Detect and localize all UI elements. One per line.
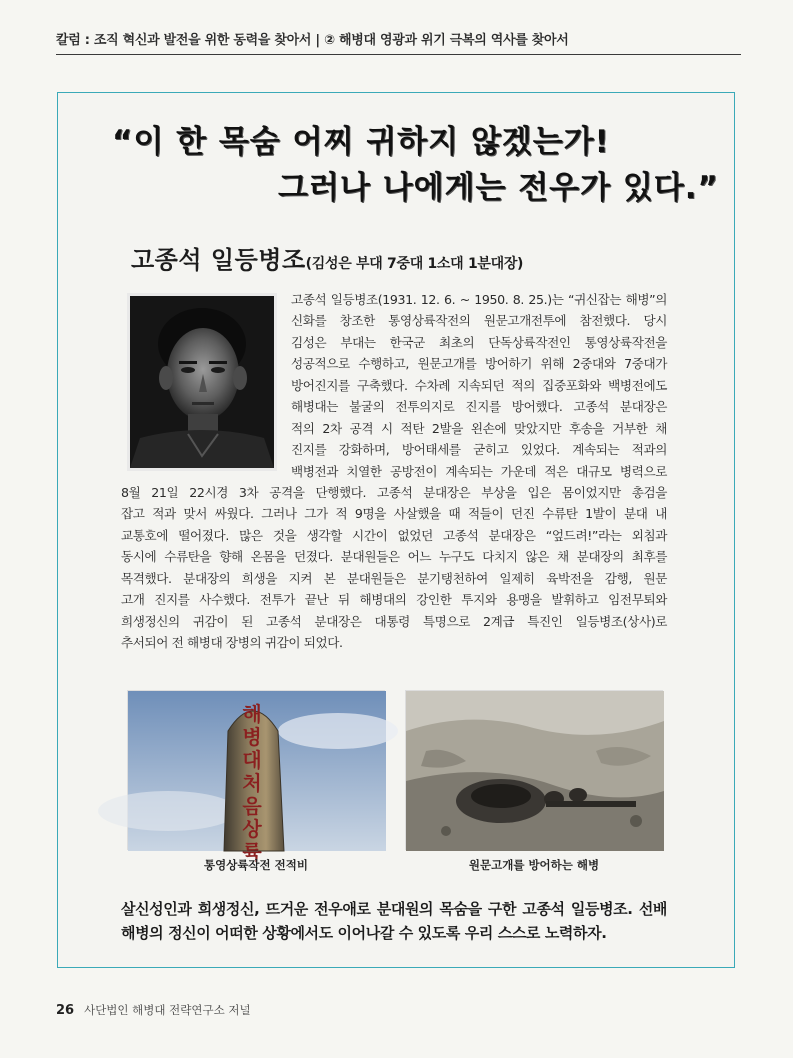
article-line: 추서되어 전 해병대 장병의 귀감이 되었다. bbox=[121, 635, 343, 651]
battle-photo bbox=[405, 690, 663, 850]
photo-caption-left: 통영상륙작전 전적비 bbox=[204, 858, 308, 872]
subject-heading bbox=[131, 240, 523, 275]
closing-statement bbox=[121, 897, 667, 945]
article-line: 성공적으로 수행하고, 원문고개를 방어하기 위해 2중대와 7중대가 bbox=[291, 356, 667, 372]
header-divider bbox=[56, 54, 741, 55]
article-line: 적의 2차 공격 시 적탄 2발을 왼손에 맞았지만 후송을 거부한 채 bbox=[291, 420, 667, 436]
subject-name: 고종석 일등병조 bbox=[131, 246, 306, 274]
monument-inscription: 해병대 처음 상륙 bbox=[242, 702, 262, 864]
article-line: 동시에 수류탄을 향해 온몸을 던졌다. 분대원들은 어느 누구도 다치지 않은 채 분대장의 최후를 bbox=[121, 549, 667, 565]
publication-name: 사단법인 해병대 전략연구소 저널 bbox=[84, 1003, 251, 1017]
article-line: 희생정신의 귀감이 된 고종석 분대장은 대통령 특명으로 2계급 특진인 일등병조(상사)로 bbox=[121, 613, 667, 629]
page-number: 26 bbox=[56, 1003, 75, 1018]
photo-caption-right: 원문고개를 방어하는 해병 bbox=[468, 858, 600, 872]
article-line: 방어진지를 구축했다. 수차례 지속되던 적의 집중포화와 백병전에도 bbox=[291, 377, 667, 393]
quote-line-2: 그러나 나에게는 전우가 있다.” bbox=[278, 170, 719, 206]
article-text-right bbox=[291, 289, 667, 482]
monument-photo bbox=[127, 690, 385, 864]
article-line: 8월 21일 22시경 3차 공격을 단행했다. 고종석 분대장은 부상을 입은 몸이었지만 총검을 bbox=[121, 485, 667, 500]
page-footer bbox=[56, 999, 251, 1018]
article-line: 잡고 적과 맞서 싸웠다. 그러나 그가 적 9명을 사살했을 때 적들이 던진 수류탄 1발이 분대 내 bbox=[121, 506, 667, 522]
article-line: 목격했다. 분대장의 희생을 지켜 본 분대원들은 분기탱천하여 일제히 육박전을 감행, 원문 bbox=[121, 570, 667, 586]
closing-line: 해병의 정신이 어떠한 상황에서도 이어나갈 수 있도록 우리 스스로 노력하자. bbox=[121, 924, 607, 942]
closing-line: 살신성인과 희생정신, 뜨거운 전우애로 분대원의 목숨을 구한 고종석 일등병조. 선배 bbox=[121, 900, 667, 918]
article-line: 김성은 부대는 한국군 최초의 단독상륙작전인 통영상륙작전을 bbox=[291, 334, 667, 350]
portrait-photo bbox=[127, 293, 277, 471]
subject-subtitle: (김성은 부대 7중대 1소대 1분대장) bbox=[305, 256, 524, 272]
article-line: 해병대는 불굴의 전투의지로 진지를 방어했다. 고종석 분대장은 bbox=[291, 399, 667, 415]
article-line: 백병전과 치열한 공방전이 계속되는 가운데 적은 대규모 병력으로 bbox=[291, 463, 667, 479]
page-header: 칼럼 : 조직 혁신과 발전을 위한 동력을 찾아서 | ② 해병대 영광과 위기 극복의 역사를 찾아서 bbox=[56, 33, 569, 48]
article-line: 신화를 창조한 통영상륙작전의 원문고개전투에 참전했다. 당시 bbox=[291, 313, 667, 329]
article-line: 고종석 일등병조(1931. 12. 6. ~ 1950. 8. 25.)는 “귀신잡는 해병”의 bbox=[291, 292, 667, 307]
article-line: 교통호에 떨어졌다. 많은 것을 생각할 시간이 없었던 고종석 분대장은 “엎드려!”라는 외침과 bbox=[121, 527, 667, 543]
portrait-image bbox=[130, 296, 274, 468]
article-line: 고개 진지를 사수했다. 전투가 끝난 뒤 해병대의 강인한 투지와 용맹을 발휘하고 임전무퇴와 bbox=[121, 592, 667, 608]
article-text-full bbox=[121, 482, 667, 654]
article-line: 진지를 강화하며, 방어태세를 굳히고 있었다. 계속되는 적과의 bbox=[291, 442, 667, 458]
quote-line-1: “이 한 목숨 어찌 귀하지 않겠는가! bbox=[112, 124, 610, 160]
battle-image bbox=[406, 691, 664, 851]
